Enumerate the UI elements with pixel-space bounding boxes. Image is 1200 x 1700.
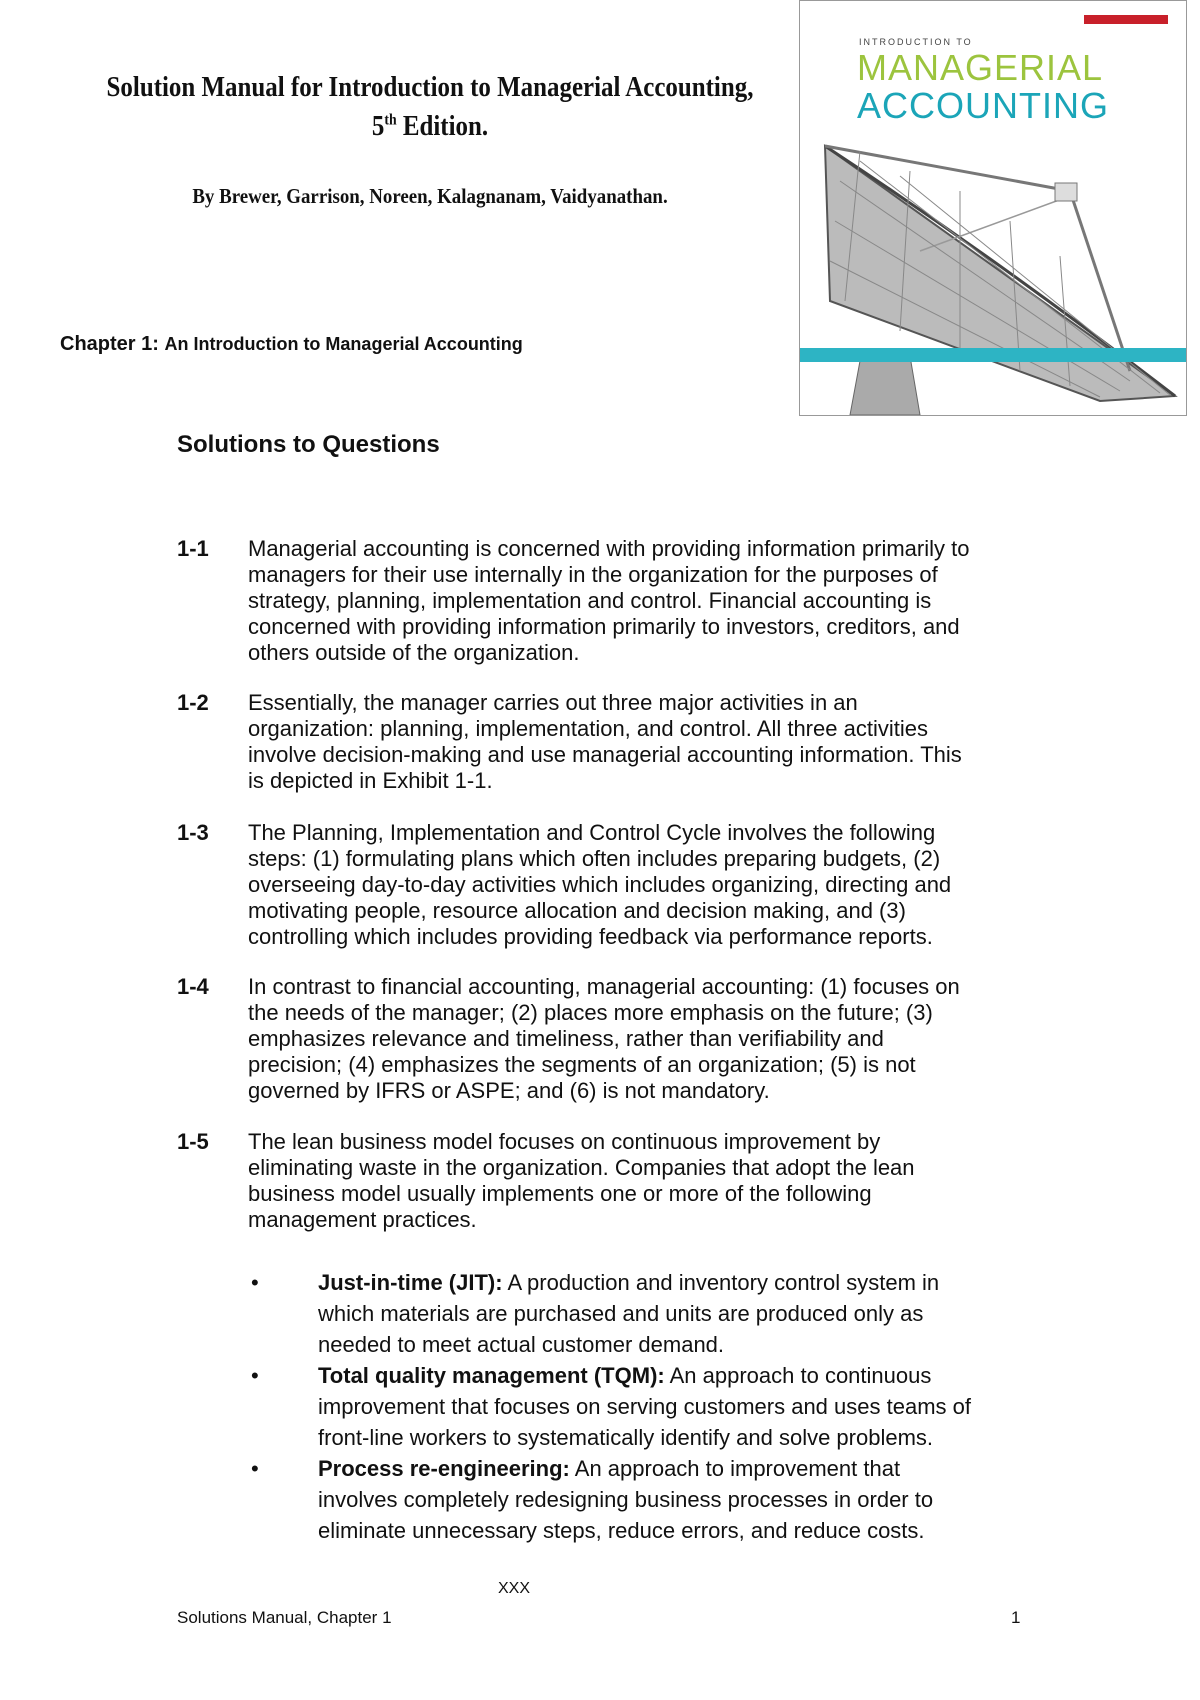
chapter-heading xyxy=(60,333,523,356)
cover-author-bar xyxy=(800,348,1186,362)
bullet-line: involves completely redesigning business processes in order to xyxy=(318,1487,934,1512)
answer-line: precision; (4) emphasizes the segments of an organization; (5) is not xyxy=(248,1052,916,1077)
answer-line: overseeing day-to-day activities which includes organizing, directing and xyxy=(248,872,952,897)
answer-line: governed by IFRS or ASPE; and (6) is not mandatory. xyxy=(248,1078,770,1103)
cover-title-managerial: MANAGERIAL xyxy=(857,47,1104,88)
edition-superscript: th xyxy=(384,111,397,129)
bullet-first-line xyxy=(318,1360,971,1391)
cover-title-accounting: ACCOUNTING xyxy=(857,85,1109,126)
bullet-item xyxy=(245,1267,971,1360)
bullet-first-line xyxy=(318,1267,971,1298)
bullet-line: eliminate unnecessary steps, reduce errors, and reduce costs. xyxy=(318,1518,925,1543)
answer-line: involve decision-making and use managerial accounting information. This xyxy=(248,742,962,767)
bullet-icon: • xyxy=(251,1456,259,1481)
bullet-term: Total quality management (TQM): xyxy=(318,1363,665,1388)
answer-line: concerned with providing information primarily to investors, creditors, and xyxy=(248,614,960,639)
footer-center-text: XXX xyxy=(498,1580,531,1597)
answer-line: managers for their use internally in the organization for the purposes of xyxy=(248,562,938,587)
bullet-term: Just-in-time (JIT): xyxy=(318,1270,503,1295)
answer-line: The lean business model focuses on continuous improvement by xyxy=(248,1129,881,1154)
question-number: 1-4 xyxy=(177,974,209,999)
question-number: 1-3 xyxy=(177,820,209,845)
bullet-icon: • xyxy=(251,1270,259,1295)
chapter-label: Chapter 1: xyxy=(60,333,159,355)
section-title: Solutions to Questions xyxy=(177,431,440,458)
book-cover-image xyxy=(799,0,1187,416)
answer-line: The Planning, Implementation and Control Cycle involves the following xyxy=(248,820,936,845)
footer-running-title: Solutions Manual, Chapter 1 xyxy=(177,1608,392,1627)
answer-line: is depicted in Exhibit 1-1. xyxy=(248,768,493,793)
lean-practices-list xyxy=(245,1267,971,1546)
bullet-icon: • xyxy=(251,1363,259,1388)
answer-line: steps: (1) formulating plans which often includes preparing budgets, (2) xyxy=(248,846,941,871)
authors-line: By Brewer, Garrison, Noreen, Kalagnanam, Vaidyanathan. xyxy=(192,184,668,208)
answer-line: controlling which includes providing feedback via performance reports. xyxy=(248,924,933,949)
answer-line: Managerial accounting is concerned with providing information primarily to xyxy=(248,536,970,561)
answer-line: Essentially, the manager carries out three major activities in an xyxy=(248,690,858,715)
answer-line: emphasizes relevance and timeliness, rather than verifiability and xyxy=(248,1026,884,1051)
bullet-line: improvement that focuses on serving customers and uses teams of xyxy=(318,1394,971,1419)
bullet-text: An approach to improvement that xyxy=(569,1456,901,1481)
bullet-item xyxy=(245,1453,971,1546)
page-number: 1 xyxy=(1011,1608,1021,1627)
question-number: 1-2 xyxy=(177,690,209,715)
answer-line: the needs of the manager; (2) places more emphasis on the future; (3) xyxy=(248,1000,933,1025)
question-answer xyxy=(248,974,960,1104)
answer-line: management practices. xyxy=(248,1207,477,1232)
bullet-text: A production and inventory control system in xyxy=(502,1270,940,1295)
edition-number: 5 xyxy=(371,110,385,142)
chapter-title: An Introduction to Managerial Accounting xyxy=(164,334,523,354)
bullet-line: needed to meet actual customer demand. xyxy=(318,1332,725,1357)
document-title: Solution Manual for Introduction to Managerial Accounting, xyxy=(106,71,754,103)
answer-line: motivating people, resource allocation and decision making, and (3) xyxy=(248,898,906,923)
answer-line: strategy, planning, implementation and control. Financial accounting is xyxy=(248,588,932,613)
bullet-line: front-line workers to systematically identify and solve problems. xyxy=(318,1425,934,1450)
bullet-first-line xyxy=(318,1453,971,1484)
answer-line: others outside of the organization. xyxy=(248,640,580,665)
bullet-term: Process re-engineering: xyxy=(318,1456,570,1481)
answer-line: In contrast to financial accounting, managerial accounting: (1) focuses on xyxy=(248,974,960,999)
answer-line: organization: planning, implementation, and control. All three activities xyxy=(248,716,928,741)
question-answer xyxy=(248,536,969,666)
question-answer xyxy=(248,820,951,950)
question-answer xyxy=(248,1129,915,1233)
answer-line: eliminating waste in the organization. Companies that adopt the lean xyxy=(248,1155,915,1180)
bullet-line: which materials are purchased and units are produced only as xyxy=(318,1301,924,1326)
cover-kicker: INTRODUCTION TO xyxy=(859,37,973,47)
bullet-text: An approach to continuous xyxy=(664,1363,932,1388)
question-answer xyxy=(248,690,962,794)
question-number: 1-1 xyxy=(177,536,209,561)
question-number: 1-5 xyxy=(177,1129,209,1154)
edition-text: Edition. xyxy=(396,110,489,142)
bullet-item xyxy=(245,1360,971,1453)
edition-line xyxy=(103,109,757,143)
answer-line: business model usually implements one or more of the following xyxy=(248,1181,872,1206)
